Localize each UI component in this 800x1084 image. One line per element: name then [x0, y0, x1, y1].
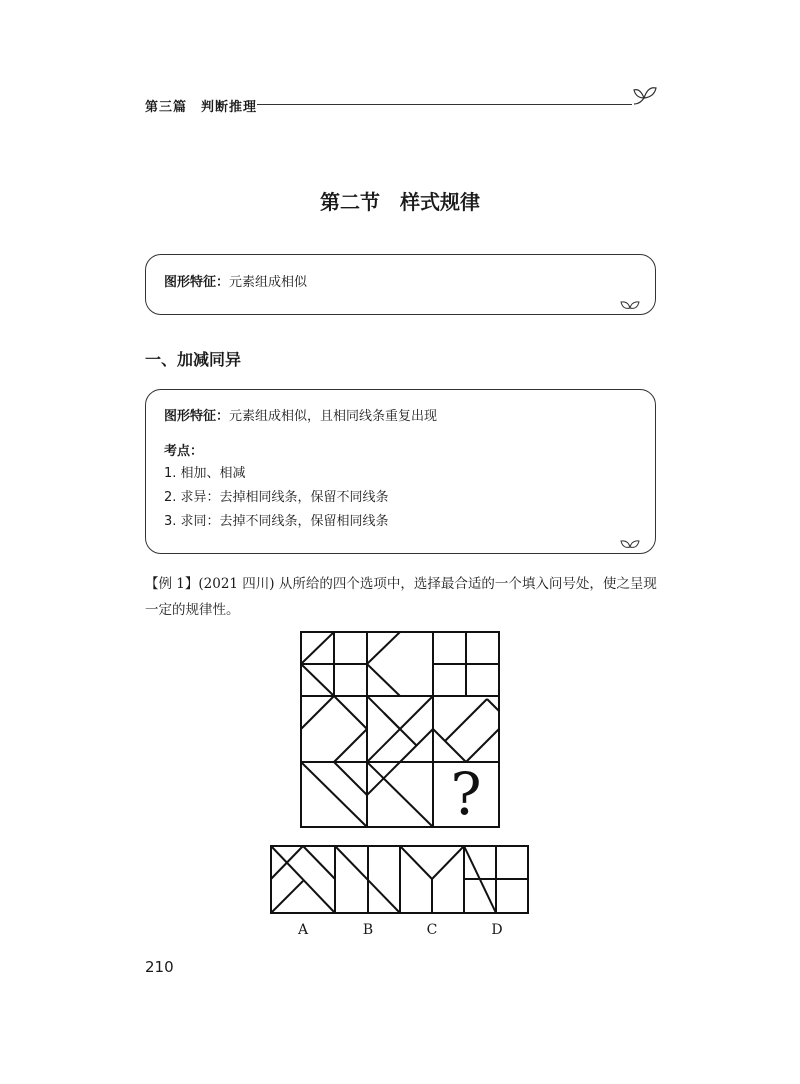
- kaodian-point: 2. 求异：去掉相同线条，保留不同线条: [164, 490, 389, 505]
- header-text: 第三篇 判断推理: [145, 100, 258, 115]
- puzzle-cell-3: [433, 632, 499, 696]
- subsection-heading: 一、加减同异: [145, 350, 242, 369]
- kaodian-point: 3. 求同：去掉不同线条，保留相同线条: [164, 514, 389, 529]
- feature-label: 图形特征：: [164, 275, 230, 290]
- puzzle-cell-5: [367, 696, 433, 762]
- feature-line: [164, 272, 307, 294]
- puzzle-cell-8: [367, 762, 433, 827]
- puzzle-cell-1: [301, 632, 367, 696]
- feature-text: 元素组成相似: [229, 275, 308, 290]
- kaodian-label: 考点：: [164, 444, 204, 459]
- question-mark: ?: [450, 760, 482, 828]
- leaf-icon: [619, 298, 641, 310]
- option-d-label: D: [491, 922, 503, 938]
- feature-label-2: 图形特征：: [164, 409, 230, 424]
- puzzle-grid: [300, 631, 500, 828]
- question-text: 【例 1】(2021 四川) 从所给的四个选项中，选择最合适的一个填入问号处，使之呈现一定的规律性。: [145, 576, 657, 618]
- leaf-icon: [619, 537, 641, 549]
- feature-line-2: [164, 406, 437, 428]
- puzzle-cell-2: [367, 632, 400, 696]
- feature-text-2: 元素组成相似，且相同线条重复出现: [229, 409, 438, 424]
- option-a-figure: [271, 846, 335, 913]
- option-c-figure: [400, 846, 464, 913]
- option-c-label: C: [426, 922, 438, 938]
- option-d-figure: [464, 846, 528, 913]
- puzzle-cell-6: [433, 699, 499, 762]
- option-b-label: B: [362, 922, 374, 938]
- sprout-icon: [630, 84, 660, 108]
- feature-box-2: [145, 389, 656, 554]
- option-a-label: A: [297, 922, 309, 938]
- puzzle-cell-7: [301, 762, 367, 827]
- feature-box: [145, 254, 656, 315]
- page-number: 210: [145, 958, 174, 976]
- puzzle-cell-4: [301, 696, 367, 762]
- option-b-figure: [335, 846, 400, 913]
- kaodian-point: 1. 相加、相减: [164, 466, 246, 481]
- options-strip: [270, 845, 530, 915]
- header-rule: [257, 104, 632, 105]
- section-title: 第二节 样式规律: [320, 190, 480, 214]
